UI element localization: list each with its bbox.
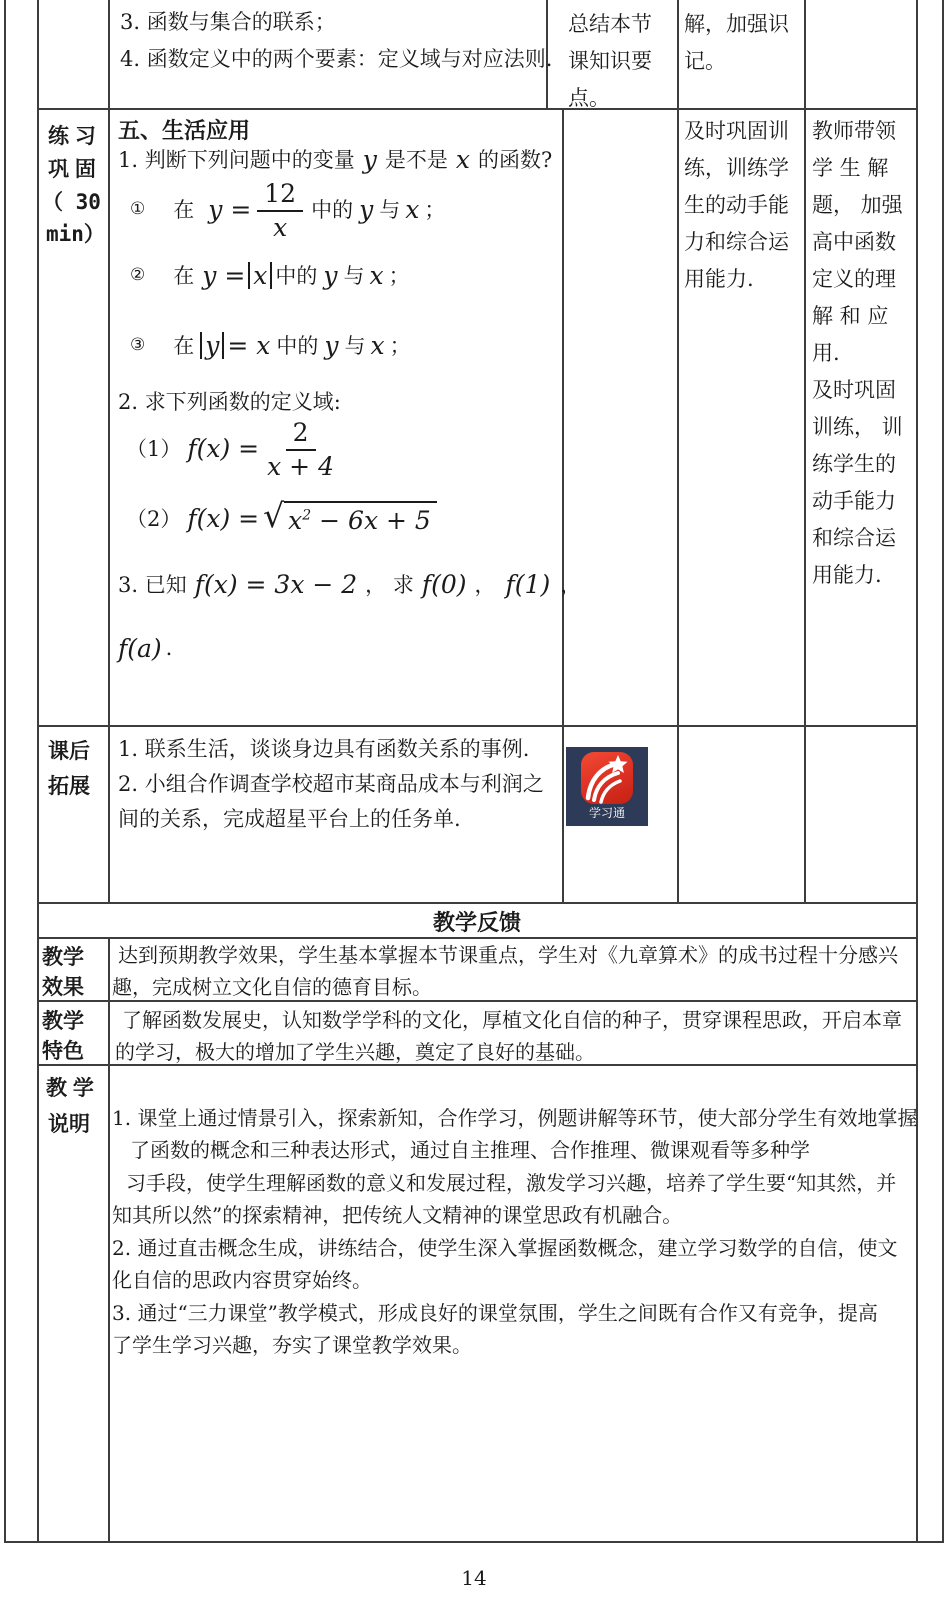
label-column-divider-top <box>108 0 110 902</box>
item-2-abs <box>130 258 410 292</box>
circled-1: ① <box>130 199 146 219</box>
rhs: = x <box>227 330 271 360</box>
effect-line: 趣，完成树立文化自信的德育目标。 <box>112 975 432 999</box>
teacher-line: 练学生的 <box>812 452 896 476</box>
he: 与 <box>343 264 365 288</box>
notes-line: 3. 通过“三力课堂”教学模式，形成良好的课堂氛围，学生之间既有合作又有竞争，提高 <box>112 1301 878 1325</box>
notes-line: 习手段，使学生理解函数的意义和发展过程，激发学习兴趣，培养了学生要“知其然，并 <box>126 1171 897 1195</box>
notes-line: 1. 课堂上通过情景引入，探索新知，合作学习，例题讲解等环节，使大部分学生有效地掌握 <box>112 1106 918 1130</box>
notes-label-line: 说明 <box>48 1113 90 1136</box>
zai: 在 <box>173 334 195 358</box>
column-divider-4 <box>677 0 679 902</box>
punct: ； <box>388 264 410 288</box>
f0: f(0) <box>421 569 467 599</box>
f1: f(1) <box>505 569 551 599</box>
var-x: x <box>405 194 420 224</box>
summary-col-line: 课知识要 <box>568 49 652 73</box>
xuexitong-logo <box>581 752 633 804</box>
app-icon-label: 学习通 <box>588 806 625 820</box>
notes-line: 2. 通过直击概念生成，讲练结合，使学生深入掌握函数概念，建立学习数学的自信，使文 <box>112 1236 898 1260</box>
var-y: y <box>359 194 374 224</box>
question-3-cont <box>118 632 172 664</box>
homework-line: 1. 联系生活，谈谈身边具有函数关系的事例. <box>118 737 530 761</box>
q1-text: 1. 判断下列问题中的变量 <box>118 148 355 172</box>
homework-label-line: 课后 <box>48 740 90 763</box>
item-label: （1） <box>126 437 182 461</box>
lhs: y = <box>208 194 252 224</box>
domain-2 <box>126 496 437 540</box>
note-line: 及时巩固训 <box>684 119 789 143</box>
he: 与 <box>379 198 401 222</box>
practice-label-line: （ 30 <box>42 190 101 214</box>
note-col-line: 解，加强识 <box>684 12 789 36</box>
note-line: 力和综合运 <box>684 230 789 254</box>
fraction-2-over-x4 <box>267 418 334 479</box>
mid: 中的 <box>275 264 318 288</box>
section-title: 五、生活应用 <box>118 118 251 143</box>
period: . <box>165 636 173 660</box>
effect-label-line: 教学 <box>42 946 84 969</box>
teacher-line: 用. <box>812 341 840 365</box>
radicand: $x^2 - 6x + 5$ <box>284 501 437 535</box>
denominator: x <box>273 212 288 242</box>
var-x: x <box>370 330 385 360</box>
row-divider-5 <box>37 1000 918 1002</box>
circled-3: ③ <box>130 335 146 355</box>
q3-pre: 3. 已知 <box>118 573 187 597</box>
homework-line: 2. 小组合作调查学校超市某商品成本与利润之 <box>118 772 544 796</box>
row-divider-1 <box>37 108 918 110</box>
lhs: y = <box>202 260 246 290</box>
question-3 <box>118 568 581 600</box>
table-border-right-inner <box>916 0 918 1541</box>
practice-label-line: min） <box>46 222 105 246</box>
note-col-line: 记。 <box>684 49 726 73</box>
homework-label-line: 拓展 <box>48 775 90 798</box>
zai: 在 <box>173 264 195 288</box>
table-border-left-outer <box>4 0 6 1541</box>
domain-1 <box>126 408 334 488</box>
feature-line: 的学习，极大的增加了学生兴趣，奠定了良好的基础。 <box>115 1040 595 1064</box>
teacher-line: 教师带领 <box>812 119 896 143</box>
notes-label-line: 教 学 <box>46 1077 94 1100</box>
square-root <box>263 496 437 535</box>
teacher-line: 和综合运 <box>812 526 896 550</box>
abs-bar <box>248 262 250 289</box>
teacher-line: 题， 加强 <box>812 193 903 217</box>
swoosh-star-graphic <box>581 752 633 804</box>
abs-bar <box>270 262 272 289</box>
q3-mid: ， 求 <box>365 573 414 597</box>
q1-text: 的函数? <box>477 148 553 172</box>
practice-label-line: 练 习 <box>48 125 96 148</box>
xuexitong-app-icon <box>566 747 648 826</box>
note-line: 用能力. <box>684 267 754 291</box>
row-divider-2 <box>37 725 918 727</box>
homework-line: 间的关系，完成超星平台上的任务单. <box>118 807 461 831</box>
fa: f(a) <box>118 633 162 663</box>
notes-line: 化自信的思政内容贯穿始终。 <box>112 1268 372 1292</box>
note-line: 练，训练学 <box>684 156 789 180</box>
practice-label-line: 巩 固 <box>48 158 96 181</box>
mid: 中的 <box>276 334 319 358</box>
teacher-line: 及时巩固 <box>812 378 896 402</box>
zai: 在 <box>173 198 195 222</box>
page-number: 14 <box>461 1566 487 1590</box>
summary-col-line: 总结本节 <box>568 12 652 36</box>
notes-line: 了学生学习兴趣，夯实了课堂教学效果。 <box>112 1333 472 1357</box>
var-x: x <box>369 260 384 290</box>
teacher-line: 高中函数 <box>812 230 896 254</box>
notes-line: 了函数的概念和三种表达形式，通过自主推理、合作推理、微课观看等多种学 <box>130 1138 810 1162</box>
notes-line: 知其所以然”的探索精神，把传统人文精神的课堂思政有机融合。 <box>112 1203 683 1227</box>
feature-line: 了解函数发展史，认知数学学科的文化，厚植文化自信的种子，贯穿课程思政，开启本章 <box>122 1008 902 1032</box>
feedback-header: 教学反馈 <box>432 910 521 935</box>
var-x: x <box>455 144 470 174</box>
table-border-right-outer <box>942 0 944 1541</box>
note-line: 生的动手能 <box>684 193 789 217</box>
item-1-fraction <box>130 168 445 250</box>
teacher-line: 动手能力 <box>812 489 896 513</box>
fx: f(x) = <box>187 503 260 533</box>
denominator: x + 4 <box>267 451 334 481</box>
feature-label-line: 特色 <box>42 1040 84 1063</box>
summary-point-3: 3. 函数与集合的联系； <box>120 10 336 34</box>
fx: f(x) = <box>187 433 260 463</box>
item-label: （2） <box>126 507 182 531</box>
comma: ， <box>474 573 496 597</box>
teacher-line: 学 生 解 <box>812 156 889 180</box>
circled-2: ② <box>130 265 146 285</box>
expr: f(x) = 3x − 2 <box>194 569 358 599</box>
item-3-abs <box>130 328 411 362</box>
punct: ； <box>389 334 411 358</box>
var-y: y <box>324 330 339 360</box>
abs-bar <box>200 332 202 359</box>
column-divider-5 <box>804 0 806 902</box>
teacher-line: 用能力. <box>812 563 882 587</box>
question-2: 2. 求下列函数的定义域: <box>118 390 341 414</box>
effect-label-line: 效果 <box>42 976 84 999</box>
mid: 中的 <box>311 198 354 222</box>
column-divider-main <box>562 108 564 902</box>
table-border-bottom <box>4 1541 944 1543</box>
q1-text: 是不是 <box>384 148 448 172</box>
abs-bar <box>222 332 224 359</box>
he: 与 <box>344 334 366 358</box>
numerator: 12 <box>257 179 303 212</box>
punct: ； <box>424 198 446 222</box>
numerator: 2 <box>286 418 316 451</box>
var-y: y <box>205 330 220 360</box>
summary-col-line: 点。 <box>568 86 610 110</box>
effect-line: 达到预期教学效果，学生基本掌握本节课重点，学生对《九章算术》的成书过程十分感兴 <box>118 943 898 967</box>
teacher-line: 解 和 应 <box>812 304 889 328</box>
comma: ， <box>560 573 582 597</box>
var-y: y <box>323 260 338 290</box>
teacher-line: 定义的理 <box>812 267 896 291</box>
feature-label-line: 教学 <box>42 1010 84 1033</box>
teacher-line: 训练， 训 <box>812 415 903 439</box>
summary-point-4: 4. 函数定义中的两个要素：定义域与对应法则. <box>120 47 553 71</box>
var-y: y <box>362 144 377 174</box>
var-x: x <box>253 260 268 290</box>
radical-sign: √ <box>263 496 285 535</box>
row-divider-3 <box>37 902 918 904</box>
table-border-left-inner <box>37 0 39 1541</box>
label-column-divider-bottom <box>108 937 110 1541</box>
fraction-12-over-x <box>257 179 303 240</box>
